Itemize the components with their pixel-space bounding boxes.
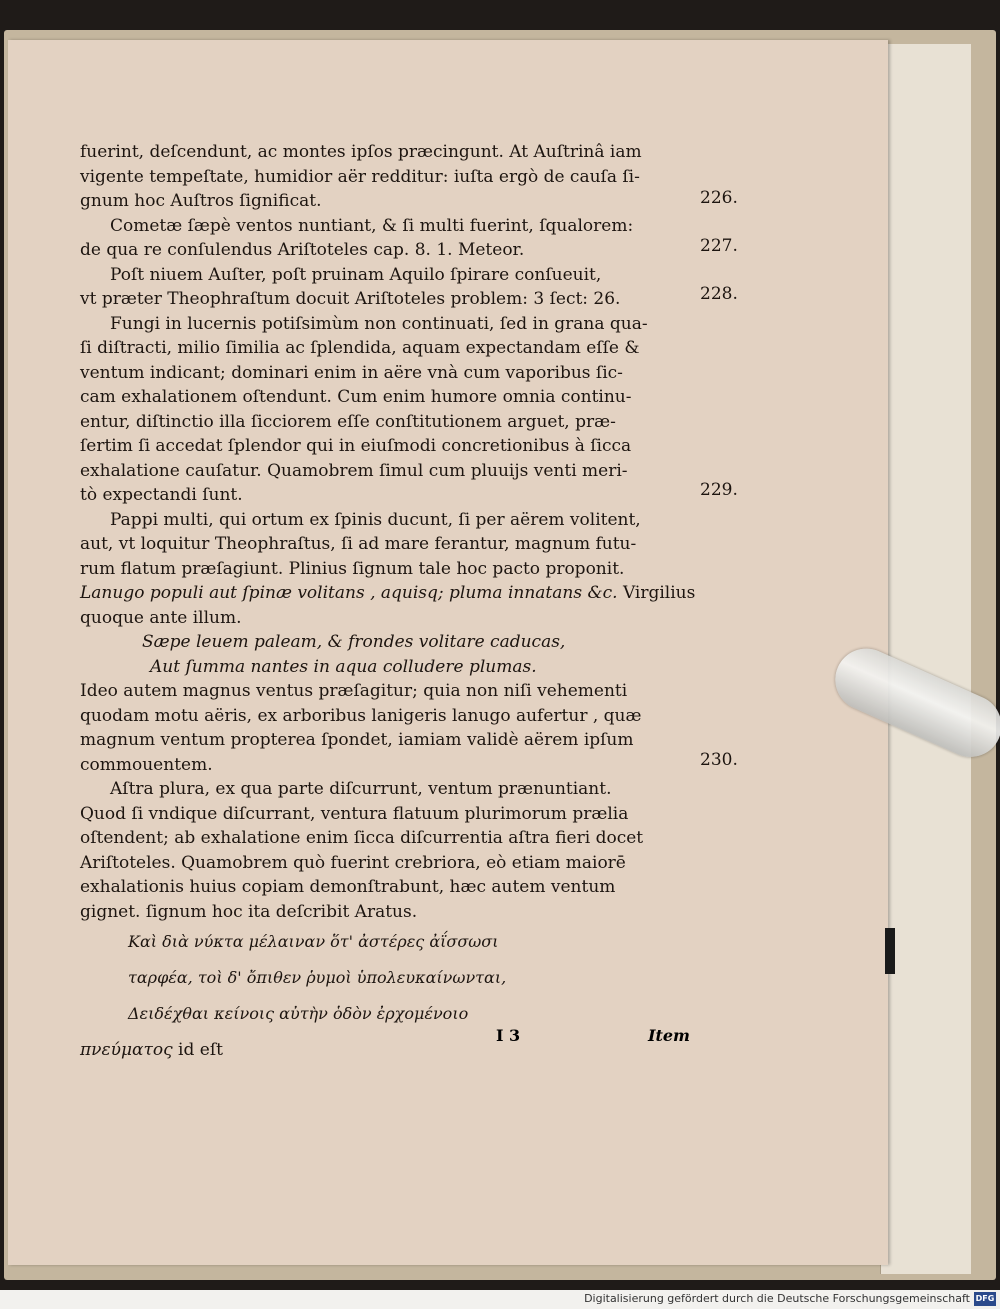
text-line: ſi diſtracti, milio ſimilia ac ſplendida, aquam expectandam eſſe & — [80, 338, 640, 358]
text-line: vigente tempeſtate, humidior aër redditur: iuſta ergò de cauſa ſi- — [80, 166, 640, 187]
text-line: Ideo autem magnus ventus præſagitur; quia non niſi vehementi — [80, 681, 628, 701]
verse-block — [80, 630, 690, 679]
text-line: rum flatum præſagiunt. Plinius ſignum tale hoc pacto proponit. — [80, 558, 625, 579]
text-line: tò expectandi ſunt. — [80, 485, 243, 505]
greek-line: Καὶ διὰ νύκτα μέλαιναν ὅτ' ἀστέρες ἀΐσσωσι — [128, 932, 499, 951]
page-marker-tab — [885, 928, 895, 974]
margin-number: 227. — [700, 236, 738, 256]
text-line: gignet. ſignum hoc ita deſcribit Aratus. — [80, 901, 418, 922]
greek-line: Δειδέχθαι κείνοις αὐτὴν ὁδὸν ἐρχομένοιο — [128, 1004, 469, 1023]
text-line: Aſtra plura, ex qua parte diſcurrunt, ventum prænuntiant. — [110, 779, 612, 799]
text-line: cam exhalationem oſtendunt. Cum enim humore omnia continu- — [80, 387, 632, 407]
signature-mark: I 3 — [496, 1026, 521, 1045]
page-body-text — [80, 140, 696, 1063]
text-line: ventum indicant; dominari enim in aëre vnà cum vaporibus ſic- — [80, 362, 623, 383]
paragraph-229-continued — [80, 679, 690, 777]
text-line: fuerint, deſcendunt, ac montes ipſos præcingunt. At Auſtrinâ iam — [80, 142, 642, 162]
text-line: entur, diſtinctio illa ſicciorem eſſe conſtitutionem arguet, præ- — [80, 411, 616, 432]
text-line: Ariſtoteles. Quamobrem quò fuerint crebriora, eò etiam maiorē — [80, 852, 626, 873]
catchword: Item — [648, 1026, 690, 1045]
text-line: exhalationis huius copiam demonſtrabunt, hæc autem ventum — [80, 877, 616, 897]
text-line: commouentem. — [80, 754, 213, 775]
text-fragment: id eſt — [172, 1040, 223, 1060]
verse-line: Sæpe leuem paleam, & frondes volitare caducas, — [142, 632, 566, 652]
paragraph-228 — [80, 312, 690, 508]
margin-number: 229. — [700, 480, 738, 500]
text-line: oſtendent; ab exhalatione enim ſicca diſcurrentia aſtra fieri docet — [80, 828, 644, 848]
paragraph-226 — [80, 214, 690, 263]
verse-line: Aut ſumma nantes in aqua colludere plumas. — [150, 656, 537, 677]
text-line: Cometæ ſæpè ventos nuntiant, & ſi multi fuerint, ſqualorem: — [110, 215, 634, 236]
text-line: gnum hoc Auſtros ſignificat. — [80, 191, 322, 211]
paragraph-227 — [80, 263, 690, 312]
margin-number: 230. — [700, 750, 738, 770]
text-line: magnum ventum propterea ſpondet, iamiam validè aërem ipſum — [80, 730, 634, 750]
text-line: aut, vt loquitur Theophraſtus, ſi ad mare ferantur, magnum futu- — [80, 534, 637, 554]
pliny-quote: Lanugo populi aut ſpinæ volitans , aquisq; pluma innatans &c. — [80, 583, 618, 603]
text-line: ſertim ſi accedat ſplendor qui in eiuſmodi concretionibus à ſicca — [80, 436, 632, 456]
funding-notice: Digitalisierung gefördert durch die Deutsche Forschungsgemeinschaft — [584, 1292, 970, 1305]
text-line: quoque ante illum. — [80, 607, 242, 628]
dfg-logo: DFG — [974, 1292, 996, 1306]
paragraph-230 — [80, 777, 690, 924]
margin-number: 226. — [700, 188, 738, 208]
text-line: vt præter Theophraſtum docuit Ariſtoteles problem: 3 ſect: 26. — [80, 289, 621, 309]
book-page — [8, 40, 888, 1265]
greek-word: πνεύματος — [80, 1040, 173, 1060]
paragraph-229 — [80, 508, 696, 631]
text-line: quodam motu aëris, ex arboribus lanigeris lanugo aufertur , quæ — [80, 705, 642, 726]
text-line: Pappi multi, qui ortum ex ſpinis ducunt, ſi per aërem volitent, — [110, 509, 641, 530]
last-line — [80, 1038, 690, 1063]
margin-number: 228. — [700, 284, 738, 304]
text-line: de qua re conſulendus Ariſtoteles cap. 8. 1. Meteor. — [80, 240, 525, 260]
greek-verse-block — [80, 924, 690, 1032]
text-fragment: Virgilius — [617, 583, 696, 603]
greek-line: ταρφέα, τοὶ δ' ὄπιθεν ῥυμοὶ ὑπολευκαίνωνται, — [128, 968, 507, 987]
text-line: Quod ſi vndique diſcurrant, ventura flatuum plurimorum prælia — [80, 803, 629, 824]
text-line: Poſt niuem Auſter, poſt pruinam Aquilo ſpirare conſueuit, — [110, 264, 602, 285]
paragraph-continuation — [80, 140, 690, 214]
footer-bar — [0, 1290, 1000, 1309]
text-line: exhalatione cauſatur. Quamobrem ſimul cum pluuijs venti meri- — [80, 460, 628, 481]
quote-line — [80, 581, 696, 606]
text-line: Fungi in lucernis potiſsimùm non continuati, ſed in grana qua- — [110, 313, 648, 334]
